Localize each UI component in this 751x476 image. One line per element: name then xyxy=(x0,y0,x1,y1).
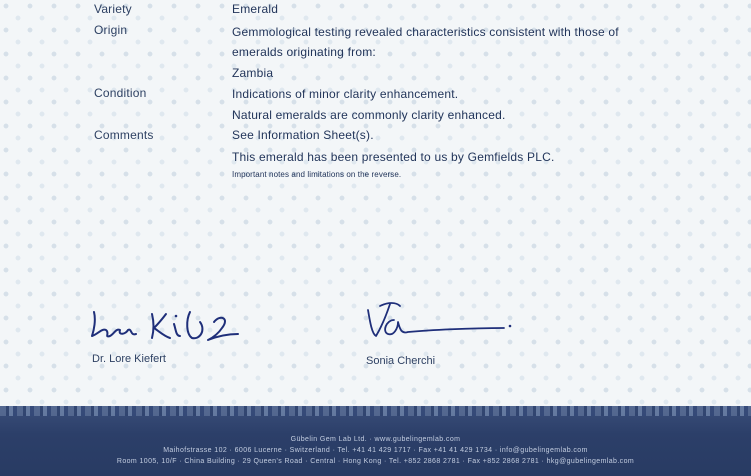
condition-label: Condition xyxy=(94,86,147,100)
origin-line: Gemmological testing revealed characteristics consistent with those of xyxy=(232,25,619,39)
signature-kiefert xyxy=(88,300,258,350)
signatory-name: Sonia Cherchi xyxy=(366,355,436,367)
origin-country: Zambia xyxy=(232,66,274,80)
variety-value: Emerald xyxy=(232,2,279,16)
comments-line: This emerald has been presented to us by Gemfields PLC. xyxy=(232,150,555,164)
origin-label: Origin xyxy=(94,23,128,37)
signature-cherchi xyxy=(360,296,530,346)
comments-label: Comments xyxy=(94,128,154,142)
origin-line: emeralds originating from: xyxy=(232,45,376,59)
comments-line: See Information Sheet(s). xyxy=(232,128,374,142)
condition-line: Natural emeralds are commonly clarity enhanced. xyxy=(232,108,506,122)
footer-hongkong-address: Room 1005, 10/F · China Building · 29 Queen's Road · Central · Hong Kong · Tel. +852 2868 2781 · Fax +852 2868 2781 · hkg@gubelingemlab.com xyxy=(116,458,635,465)
signatory-name: Dr. Lore Kiefert xyxy=(92,353,166,365)
footer-decorative-band xyxy=(0,406,751,416)
footer-lucerne-address: Maihofstrasse 102 · 6006 Lucerne · Switzerland · Tel. +41 41 429 1717 · Fax +41 41 429 1734 · info@gubelingemlab.com xyxy=(163,447,588,454)
reverse-note: Important notes and limitations on the reverse. xyxy=(232,170,402,179)
footer xyxy=(0,406,751,476)
variety-label: Variety xyxy=(94,2,132,16)
condition-line: Indications of minor clarity enhancement. xyxy=(232,87,459,101)
footer-company: Gübelin Gem Lab Ltd. · www.gubelingemlab.com xyxy=(290,436,461,443)
